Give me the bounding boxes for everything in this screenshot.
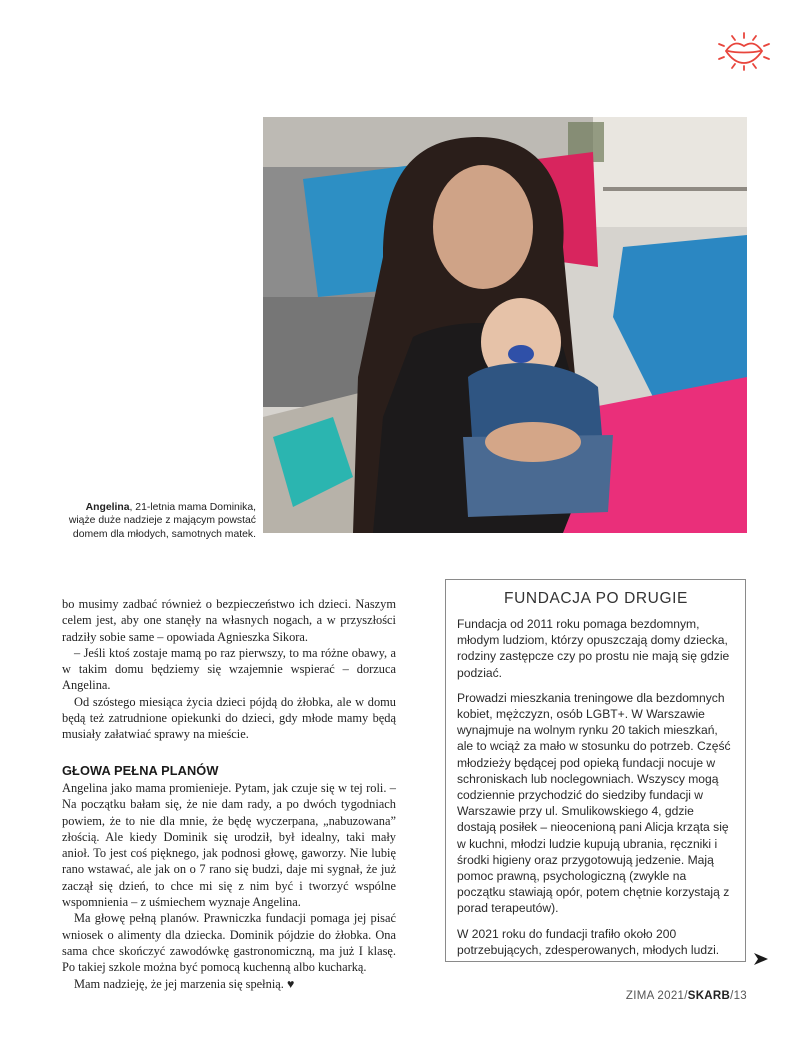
footer-magazine: SKARB (687, 990, 731, 1002)
article-paragraph: Mam nadzieję, że jej marzenia się spełnią. ♥ (74, 976, 295, 991)
article-paragraph: Od szóstego miesiąca życia dzieci pójdą do żłobka, ale w domu będą też zatrudnione opiekunki do dzieci, gdy młode mamy będą musiały załatwiać sprawy na mieście. (62, 694, 396, 742)
footer-page-number: /13 (730, 990, 747, 1002)
sidebar-paragraph: W 2021 roku do fundacji trafiło około 200 potrzebujących, zdesperowanych, młodych ludzi. (457, 926, 720, 957)
sidebar-paragraph: Prowadzi mieszkania treningowe dla bezdomnych kobiet, mężczyzn, osób LGBT+. W Warszawie wynajmuje na wolnym rynku 20 takich mieszkań, ale to wciąż za mało w stosunku do potrzeb. Część młodzieży będącej pod opieką fundacji nocuje w schroniskach lub noclegowniach. Wszyscy mogą codziennie przychodzić do siedziby fundacji w Warszawie przy ul. Smulikowskiego 4, gdzie dostają posiłek – nieocenioną pani Alicja krząta się w kuchni, młodzi ludzie kupują ubrania, ręczniki i środki higieny oraz przygotowują jedzenie. Mają pomoc prawną, psychologiczną (zwykle na początku stawiają opór, potem chętnie korzystają z porad terapeutów). (457, 690, 731, 916)
page-footer (626, 990, 747, 1002)
sidebar-paragraph: Fundacja od 2011 roku pomaga bezdomnym, młodym ludziom, którzy opuszczają domy dziecka, rodziny zastępcze czy po prostu nie mają się gdzie podziać. (457, 617, 730, 680)
caption-name: Angelina (85, 502, 130, 513)
article-paragraph: Angelina jako mama promienieje. Pytam, jak czuje się w tej roli. – Na początku bałam się, że nie dam rady, a po dwóch tygodniach powiem, że to nie dla mnie, że będę wyczerpana, „nabuzowana” złością. Ale kiedy Dominik się urodził, był idealny, taki mały anioł. To jest coś pięknego, jak podnosi głowę, gaworzy. Nie lubię rano wstawać, ale jak on o 7 rano się budzi, daje mi sygnał, że już zaczął się dzień, to chce mi się z nim być i tworzyć wspólne wspomnienia – z uśmiechem wyznaje Angelina. (62, 780, 396, 910)
caption-text: , 21-letnia mama Dominika, wiąże duże nadzieje z mającym powstać domem dla młodych, samotnych matek. (68, 502, 256, 540)
article-paragraph: bo musimy zadbać również o bezpieczeństwo ich dzieci. Naszym celem jest, aby one stanęły na własnych nogach, a w przyszłości radziły sobie same – opowiada Agnieszka Sikora. (62, 597, 396, 644)
article-paragraph: – Jeśli ktoś zostaje mamą po raz pierwszy, to ma różne obawy, a w takim domu będziemy się wzajemnie wspierać – dorzuca Angelina. (62, 645, 396, 693)
section-heading: GŁOWA PEŁNA PLANÓW (62, 762, 219, 778)
arrow-right-icon (753, 952, 769, 966)
lips-logo-icon (716, 30, 772, 72)
photo-caption (60, 501, 256, 541)
foundation-info-box (445, 579, 746, 962)
photo-mother-with-baby (263, 117, 747, 533)
article-paragraph: Ma głowę pełną planów. Prawniczka fundacji pomaga jej pisać wniosek o alimenty dla dziecka. Dominik pójdzie do żłobka. Ona sama chce skończyć zawodówkę gastronomiczną, ma już I klasę. Po takiej szkole można być pomocą kuchenną albo kucharką. (62, 911, 396, 975)
sidebar-title: FUNDACJA PO DRUGIE (504, 590, 688, 607)
article-column (62, 596, 396, 992)
footer-season: ZIMA 2021/ (625, 990, 688, 1002)
